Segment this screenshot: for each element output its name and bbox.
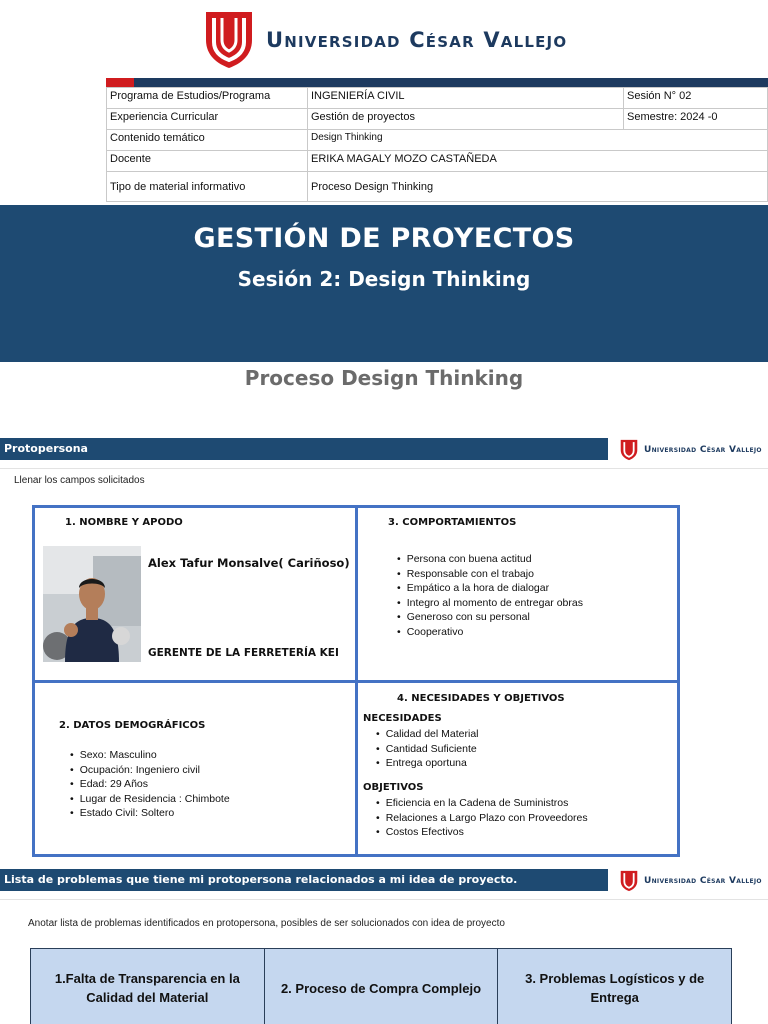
list-item: • Integro al momento de entregar obras <box>397 596 583 611</box>
list-item: • Sexo: Masculino <box>70 748 230 763</box>
section-instruction: Anotar lista de problemas identificados en protopersona, posibles de ser solucionados con idea de proyecto <box>28 918 505 929</box>
list-item: • Lugar de Residencia : Chimbote <box>70 792 230 807</box>
section-bar-problems: Lista de problemas que tiene mi protopersona relacionados a mi idea de proyecto. <box>0 869 608 891</box>
section-instruction: Llenar los campos solicitados <box>14 475 145 486</box>
info-label: Contenido temático <box>107 130 308 151</box>
course-info-table <box>106 87 768 202</box>
page-subtitle: Proceso Design Thinking <box>244 366 524 390</box>
info-value: Proceso Design Thinking <box>308 172 768 202</box>
section-logo <box>620 870 762 892</box>
list-item: • Costos Efectivos <box>376 825 588 840</box>
list-item: • Calidad del Material <box>376 727 479 742</box>
section-bar-protopersona: Protopersona <box>0 438 608 460</box>
list-item: • Generoso con su personal <box>397 610 583 625</box>
table-row <box>107 172 768 202</box>
problem-cell: 3. Problemas Logísticos y de Entrega <box>525 971 705 1005</box>
list-item: • Edad: 29 Años <box>70 777 230 792</box>
demographics-list <box>70 748 230 821</box>
q4-title: 4. NECESIDADES Y OBJETIVOS <box>397 693 565 704</box>
table-row <box>107 109 768 130</box>
goals-list <box>376 796 588 840</box>
info-header-strip <box>106 78 768 87</box>
behaviors-list <box>397 552 583 639</box>
table-row <box>107 130 768 151</box>
list-item: • Relaciones a Largo Plazo con Proveedores <box>376 811 588 826</box>
info-label: Experiencia Curricular <box>107 109 308 130</box>
list-item: • Persona con buena actitud <box>397 552 583 567</box>
q3-title: 3. COMPORTAMIENTOS <box>388 517 517 528</box>
list-item: • Cantidad Suficiente <box>376 742 479 757</box>
list-item: • Entrega oportuna <box>376 756 479 771</box>
needs-list <box>376 727 479 771</box>
list-item: • Ocupación: Ingeniero civil <box>70 763 230 778</box>
section-logo <box>620 439 762 461</box>
q2-title: 2. DATOS DEMOGRÁFICOS <box>59 720 206 731</box>
university-name: Universidad César Vallejo <box>644 876 762 886</box>
needs-label: NECESIDADES <box>363 713 442 724</box>
persona-photo <box>43 546 141 662</box>
title-banner <box>0 205 768 362</box>
info-label: Tipo de material informativo <box>107 172 308 202</box>
table-row <box>107 151 768 172</box>
info-label: Programa de Estudios/Programa <box>107 88 308 109</box>
problem-cell: 2. Proceso de Compra Complejo <box>265 949 499 1024</box>
ucv-shield-icon <box>204 10 254 70</box>
university-logo <box>204 10 567 70</box>
ucv-shield-icon <box>620 870 638 892</box>
session-title: Sesión 2: Design Thinking <box>237 267 531 291</box>
problem-cell: 1.Falta de Transparencia en la Calidad del Material <box>31 949 265 1024</box>
info-extra: Sesión N° 02 <box>624 88 768 109</box>
section-divider <box>0 899 768 900</box>
table-row <box>107 88 768 109</box>
info-value: Gestión de proyectos <box>308 109 624 130</box>
section-divider <box>0 468 768 469</box>
list-item: • Responsable con el trabajo <box>397 567 583 582</box>
university-name: Universidad César Vallejo <box>266 28 568 52</box>
info-extra: Semestre: 2024 -0 <box>624 109 768 130</box>
protopersona-grid <box>32 505 680 857</box>
list-item: • Empático a la hora de dialogar <box>397 581 583 596</box>
info-label: Docente <box>107 151 308 172</box>
persona-role: GERENTE DE LA FERRETERÍA KEI <box>148 647 339 659</box>
info-value: ERIKA MAGALY MOZO CASTAÑEDA <box>308 151 768 172</box>
persona-name: Alex Tafur Monsalve( Cariñoso) <box>148 556 350 570</box>
info-value: Design Thinking <box>308 130 768 151</box>
list-item: • Eficiencia en la Cadena de Suministros <box>376 796 588 811</box>
goals-label: OBJETIVOS <box>363 782 424 793</box>
course-title: GESTIÓN DE PROYECTOS <box>193 223 575 254</box>
q1-title: 1. NOMBRE Y APODO <box>65 517 183 528</box>
list-item: • Estado Civil: Soltero <box>70 806 230 821</box>
list-item: • Cooperativo <box>397 625 583 640</box>
info-value: INGENIERÍA CIVIL <box>308 88 624 109</box>
ucv-shield-icon <box>620 439 638 461</box>
problems-table <box>30 948 732 1024</box>
university-name: Universidad César Vallejo <box>644 445 762 455</box>
